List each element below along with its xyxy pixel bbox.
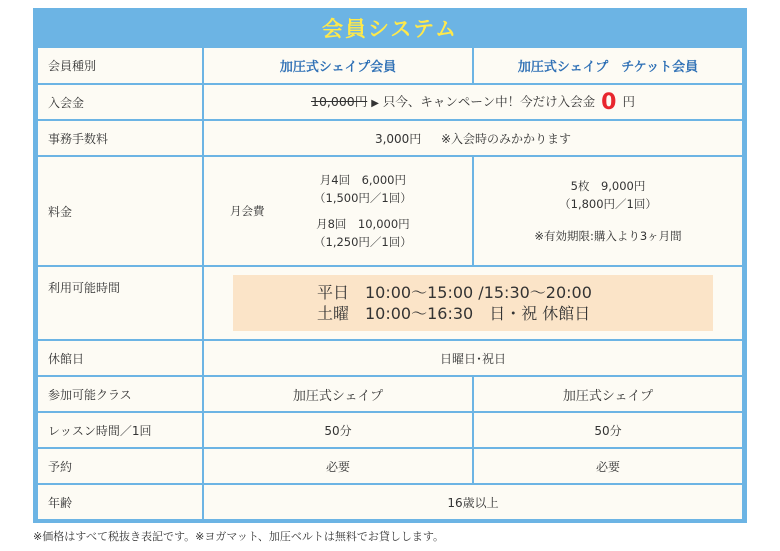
row-label-fee: 料金 (38, 157, 202, 265)
table-row (38, 377, 742, 411)
fee-ticket-cell (474, 157, 742, 265)
row-label-member-type: 会員種別 (38, 48, 202, 83)
monthly-fee-label: 月会費 (230, 204, 265, 218)
hours-line2: 土曜 10:00〜16:30 日・祝 休館日 (317, 304, 591, 323)
column-header-ticket-member: 加圧式シェイプ チケット会員 (474, 48, 742, 83)
plan1-line2: （1,500円／1回） (314, 191, 412, 205)
membership-table (36, 46, 744, 521)
lesson-col1: 50分 (204, 413, 472, 447)
table-row (38, 48, 742, 83)
hours-cell (204, 267, 742, 339)
age-value: 16歳以上 (204, 485, 742, 519)
row-label-classes: 参加可能クラス (38, 377, 202, 411)
admin-fee-cell (204, 121, 742, 155)
table-row (38, 267, 742, 339)
admin-fee-value: 3,000円 (374, 131, 422, 146)
reservation-col1: 必要 (204, 449, 472, 483)
table-row (38, 121, 742, 155)
ticket-line1: 5枚 9,000円 (570, 179, 646, 193)
footnote: ※価格はすべて税抜き表記です。※ヨガマット、加圧ベルトは無料でお貸しします。 (33, 530, 445, 543)
table-row (38, 413, 742, 447)
row-label-reservation: 予約 (38, 449, 202, 483)
plan2-line2: （1,250円／1回） (314, 235, 412, 249)
hours-box (233, 275, 713, 331)
row-label-hours: 利用可能時間 (38, 267, 202, 339)
admission-zero: 0 (601, 89, 617, 115)
table-row (38, 157, 742, 265)
ticket-note: ※有効期限:購入より3ヶ月間 (534, 229, 682, 243)
classes-col1: 加圧式シェイプ (204, 377, 472, 411)
column-header-shape-member: 加圧式シェイプ会員 (204, 48, 472, 83)
hours-line1: 平日 10:00〜15:00 /15:30〜20:00 (317, 283, 592, 302)
row-label-admission: 入会金 (38, 85, 202, 119)
table-row (38, 85, 742, 119)
plan2-line1: 月8回 10,000円 (316, 217, 410, 231)
classes-col2: 加圧式シェイプ (474, 377, 742, 411)
page-title: 会員システム (322, 17, 458, 41)
row-label-admin-fee: 事務手数料 (38, 121, 202, 155)
table-row (38, 341, 742, 375)
closed-value: 日曜日･祝日 (204, 341, 742, 375)
table-row (38, 485, 742, 519)
lesson-col2: 50分 (474, 413, 742, 447)
membership-table-frame (33, 8, 747, 523)
row-label-closed: 休館日 (38, 341, 202, 375)
plan1-line1: 月4回 6,000円 (319, 173, 406, 187)
admission-old-price: 10,000円 (311, 93, 368, 109)
admission-cell (204, 85, 742, 119)
ticket-line2: （1,800円／1回） (559, 197, 657, 211)
admission-yen: 円 (622, 93, 635, 109)
fee-shape-cell (204, 157, 472, 265)
row-label-age: 年齢 (38, 485, 202, 519)
admission-promo: 只今、キャンペーン中！今だけ入会金 (382, 93, 596, 109)
row-label-lesson: レッスン時間／1回 (38, 413, 202, 447)
admin-fee-note: ※入会時のみかかります (440, 131, 572, 146)
arrow-icon: ▶ (371, 97, 379, 109)
reservation-col2: 必要 (474, 449, 742, 483)
table-row (38, 449, 742, 483)
